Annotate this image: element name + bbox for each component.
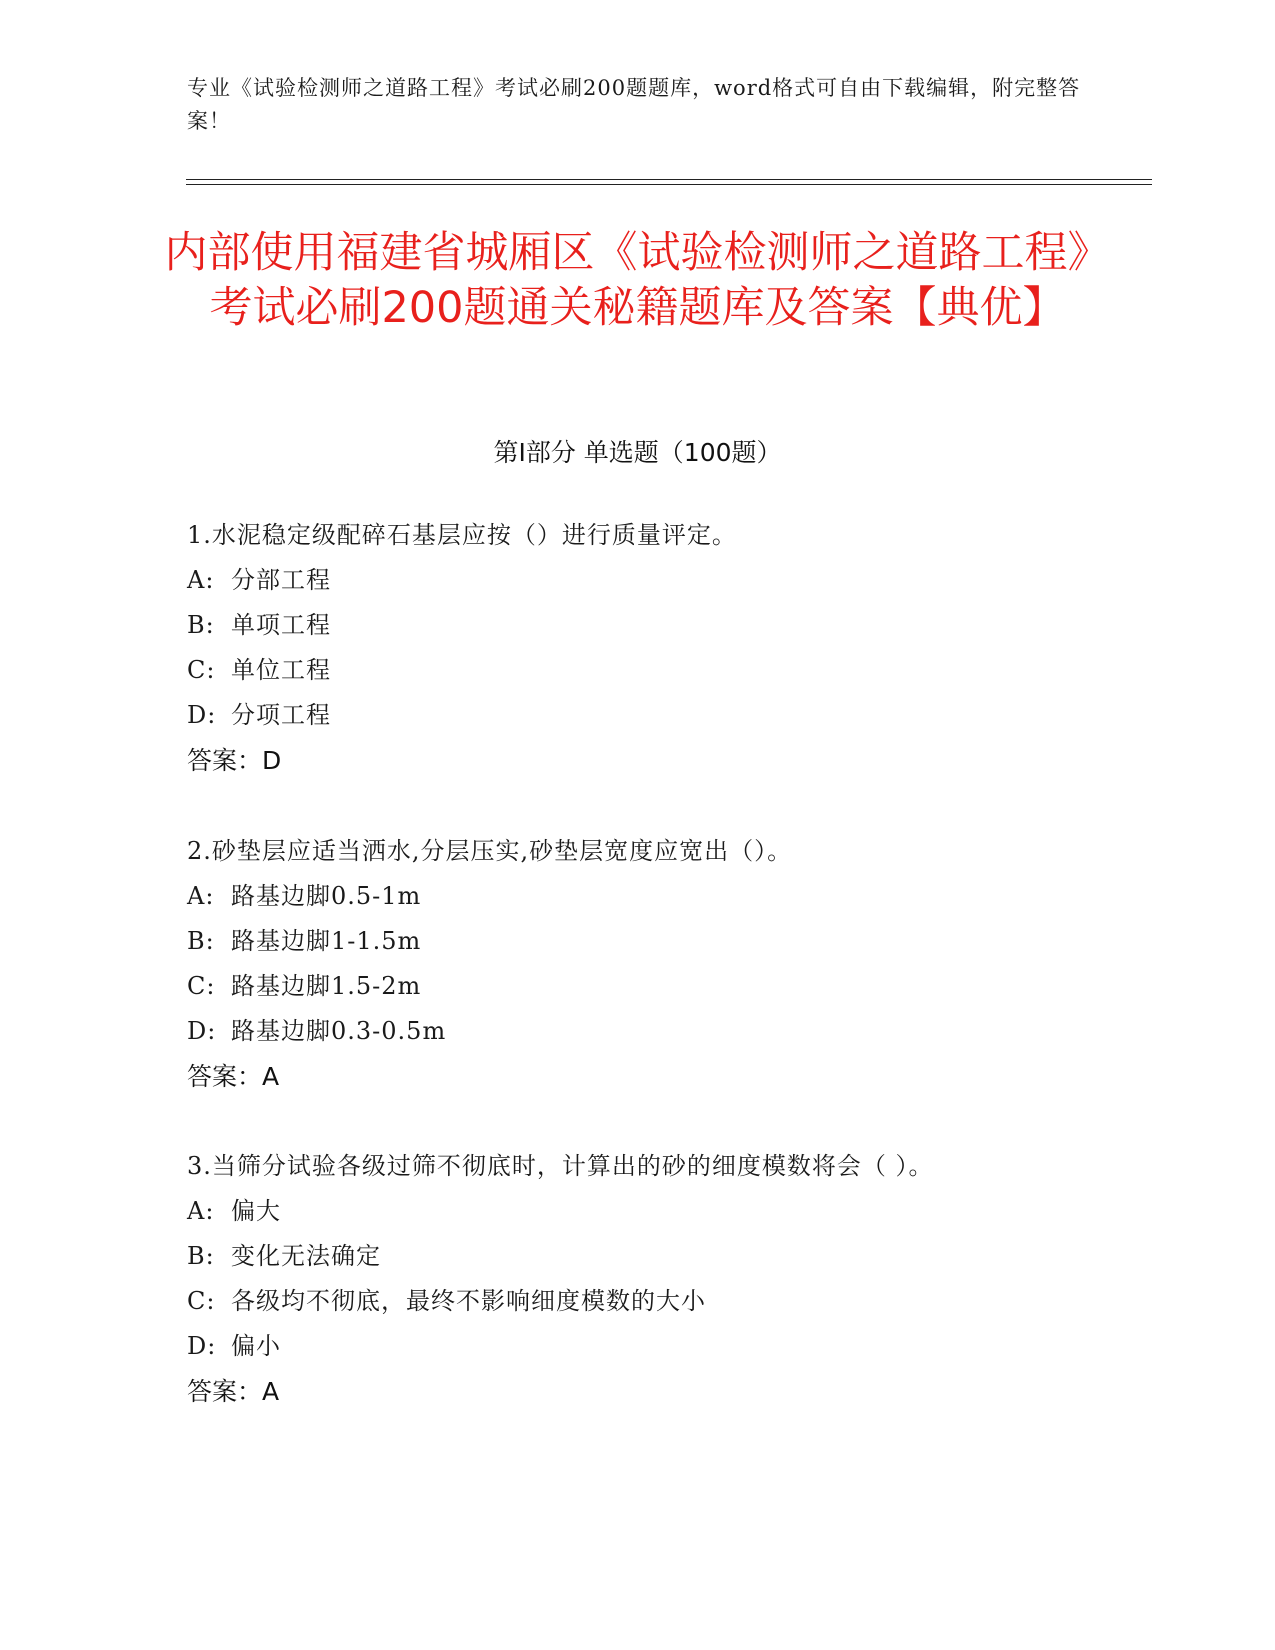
option-letter: D: (187, 1017, 217, 1045)
option-letter: C: (187, 656, 216, 684)
option-letter: A: (187, 566, 215, 594)
option-c (187, 1279, 1147, 1324)
header-rule-bottom (186, 184, 1152, 185)
question-text: 1.水泥稳定级配碎石基层应按（）进行质量评定。 (187, 521, 737, 549)
answer-label: 答案： (187, 746, 263, 775)
option-a (187, 558, 1147, 603)
option-text: 各级均不彻底，最终不影响细度模数的大小 (231, 1287, 706, 1315)
question-1 (187, 513, 1147, 783)
option-text: 路基边脚1.5-2m (231, 972, 422, 1000)
option-text: 单项工程 (231, 611, 331, 639)
option-b (187, 1234, 1147, 1279)
answer-value: A (262, 1062, 280, 1091)
option-letter: B: (187, 1242, 215, 1270)
option-a (187, 1189, 1147, 1234)
option-b (187, 603, 1147, 648)
option-text: 偏大 (231, 1197, 281, 1225)
answer-label: 答案： (187, 1377, 263, 1406)
option-letter: B: (187, 927, 215, 955)
option-b (187, 919, 1147, 964)
option-text: 路基边脚1-1.5m (231, 927, 422, 955)
option-a (187, 874, 1147, 919)
option-c (187, 648, 1147, 693)
header-note: 专业《试验检测师之道路工程》考试必刷200题题库，word格式可自由下载编辑，附完整答案！ (187, 76, 1081, 133)
option-letter: A: (187, 882, 215, 910)
option-text: 分项工程 (231, 701, 331, 729)
option-c (187, 964, 1147, 1009)
option-d (187, 693, 1147, 738)
section-heading: 第Ⅰ部分 单选题（100题） (493, 438, 782, 467)
option-letter: C: (187, 972, 216, 1000)
option-letter: A: (187, 1197, 215, 1225)
option-text: 单位工程 (231, 656, 331, 684)
header-rule-top (186, 179, 1152, 180)
option-text: 路基边脚0.3-0.5m (231, 1017, 447, 1045)
answer-value: A (262, 1377, 280, 1406)
option-letter: D: (187, 701, 217, 729)
answer-line (187, 738, 1147, 783)
option-text: 分部工程 (231, 566, 331, 594)
question-2 (187, 829, 1147, 1099)
option-d (187, 1009, 1147, 1054)
option-letter: C: (187, 1287, 216, 1315)
option-letter: B: (187, 611, 215, 639)
question-text: 3.当筛分试验各级过筛不彻底时，计算出的砂的细度模数将会（ ）。 (187, 1152, 934, 1180)
answer-line (187, 1054, 1147, 1099)
option-text: 路基边脚0.5-1m (231, 882, 422, 910)
answer-line (187, 1369, 1147, 1414)
question-3 (187, 1144, 1147, 1414)
document-title: 内部使用福建省城厢区《试验检测师之道路工程》考试必刷200题通关秘籍题库及答案【典优】 (164, 228, 1111, 333)
answer-value: D (262, 746, 282, 775)
option-text: 偏小 (231, 1332, 281, 1360)
question-text: 2.砂垫层应适当洒水,分层压实,砂垫层宽度应宽出（）。 (187, 837, 793, 865)
option-letter: D: (187, 1332, 217, 1360)
option-text: 变化无法确定 (231, 1242, 381, 1270)
answer-label: 答案： (187, 1062, 263, 1091)
option-d (187, 1324, 1147, 1369)
